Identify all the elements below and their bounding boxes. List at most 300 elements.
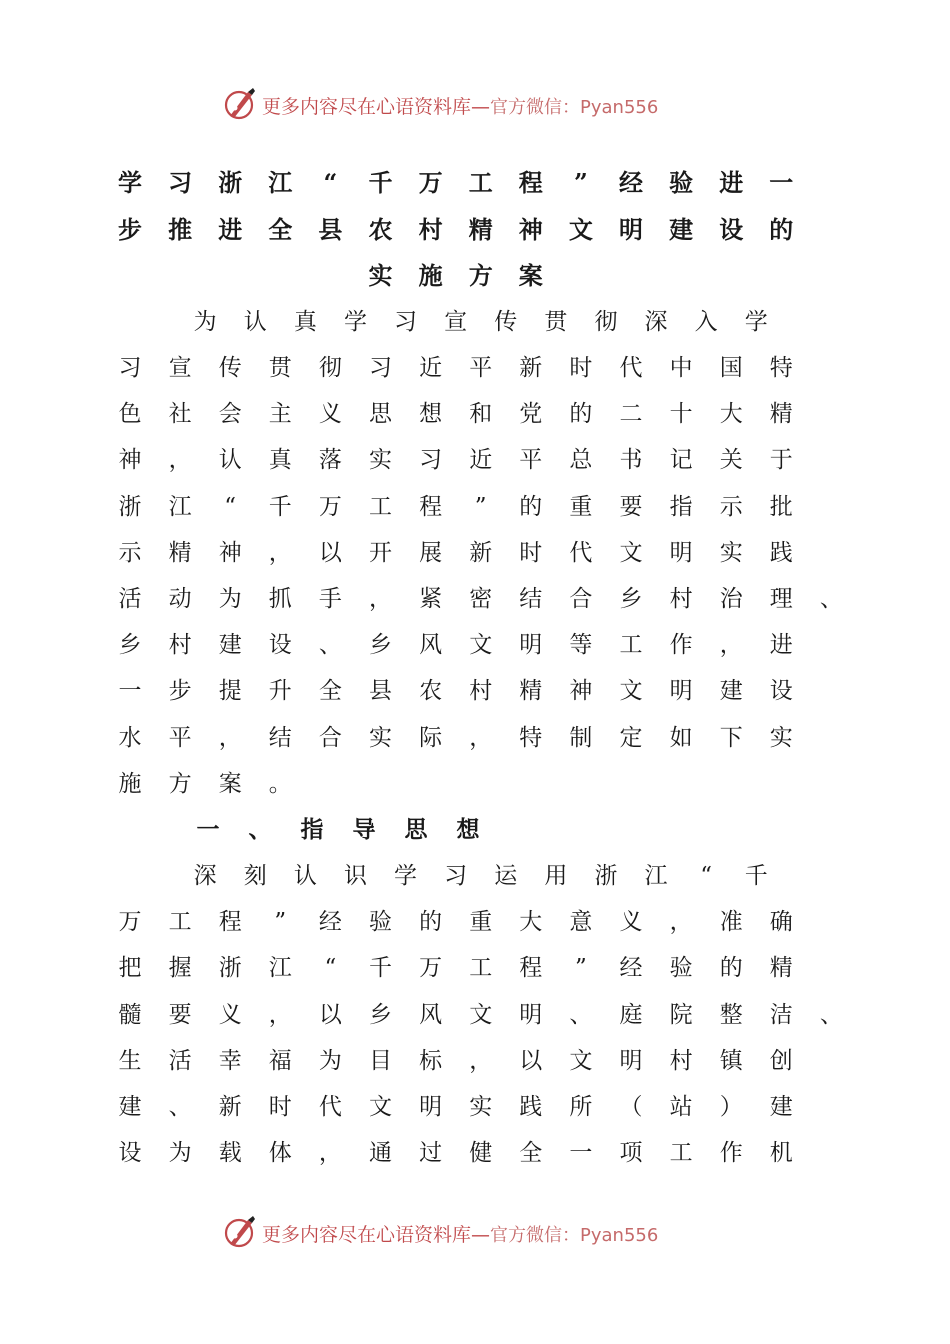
text-char: 项 [619,1140,643,1166]
text-char: “ [700,863,713,889]
text-char: 推 [168,215,193,244]
text-char: 示 [118,540,142,566]
text-char: 进 [719,168,744,197]
text-char: 创 [769,1048,793,1074]
text-char: 深 [644,309,668,335]
text-char: 用 [544,863,568,889]
text-char: 认 [218,447,242,473]
title-line [105,213,825,247]
text-char: 贯 [544,309,568,335]
text-char: 导 [352,816,376,843]
text-char: 准 [719,909,743,935]
text-char: 精 [769,955,793,981]
text-char: 大 [719,401,743,427]
text-char: 等 [569,632,593,658]
text-char: 的 [519,494,543,520]
text-char: （ [619,1094,643,1120]
paragraph-line [105,905,825,939]
banner-brand-text: 更多内容尽在心语资料库 [262,96,472,118]
text-char: 以 [318,540,342,566]
text-char: 国 [719,355,743,381]
text-char: 程 [518,168,543,197]
text-char: 定 [619,725,643,751]
text-char: 所 [569,1094,593,1120]
text-char: 识 [343,863,367,889]
text-char: 动 [168,586,192,612]
text-char: 书 [619,447,643,473]
text-char: 万 [118,909,142,935]
text-char: 传 [218,355,242,381]
text-char: 浙 [218,168,243,197]
text-char: 精 [168,540,192,566]
text-char: 村 [469,678,493,704]
paragraph-line [105,397,825,431]
text-char: 要 [168,1002,192,1028]
text-char: 一 [196,816,220,843]
text-char: 为 [193,309,217,335]
text-char: ， [669,909,693,935]
text-char: 和 [469,401,493,427]
text-char: ” [573,168,588,197]
text-char: 大 [519,909,543,935]
text-char: 结 [519,586,543,612]
text-char: 想 [456,816,480,843]
text-char: 党 [519,401,543,427]
text-char: 村 [669,586,693,612]
text-char: 新 [469,540,493,566]
text-char: 真 [268,447,292,473]
text-char: 全 [519,1140,543,1166]
text-char: ， [369,586,392,612]
text-char: 验 [669,168,694,197]
text-char: 明 [519,632,543,658]
text-char: 实 [369,725,392,751]
text-char: 庭 [619,1002,643,1028]
text-char: ， [318,1140,342,1166]
text-char: 体 [268,1140,292,1166]
text-char: 示 [719,494,743,520]
text-char: 活 [168,1048,192,1074]
text-char: 际 [419,725,443,751]
text-char: 中 [669,355,693,381]
text-char: 批 [769,494,793,520]
text-char: 要 [619,494,643,520]
text-char: 的 [419,909,443,935]
text-char: 江 [168,494,192,520]
text-char: 设 [268,632,292,658]
text-char: 时 [519,540,543,566]
text-char: 习 [444,863,468,889]
text-char: 、 [248,816,272,843]
text-char: 宣 [168,355,192,381]
text-char: 代 [619,355,643,381]
text-char: 贯 [268,355,292,381]
text-char: 工 [168,909,192,935]
text-char: 乡 [619,586,643,612]
text-char: 明 [669,540,693,566]
text-char: 二 [619,401,643,427]
text-char: 代 [318,1094,342,1120]
text-char: 实 [769,725,793,751]
text-char: 想 [419,401,443,427]
text-char: 学 [343,309,367,335]
paragraph-line [105,1090,825,1124]
text-char: 一 [569,1140,593,1166]
text-char: 明 [519,1002,543,1028]
text-char: 文 [569,1048,593,1074]
text-char: “ [324,955,337,981]
text-char: 文 [568,215,593,244]
text-char: ） [719,1094,743,1120]
text-char: 习 [118,355,142,381]
text-char: 步 [118,215,142,244]
text-char: 步 [168,678,192,704]
text-char: 为 [168,1140,192,1166]
text-char: 神 [218,540,242,566]
text-char: 指 [300,816,324,843]
text-char: ， [469,725,493,751]
text-char: 入 [694,309,718,335]
text-char: 经 [318,909,342,935]
text-char: 抓 [268,586,292,612]
text-char: 村 [418,215,443,244]
text-char: 县 [318,215,343,244]
text-char: 于 [769,447,793,473]
text-char: 农 [419,678,443,704]
text-char: 站 [669,1094,693,1120]
text-char: 义 [318,401,342,427]
text-char: 实 [369,447,392,473]
text-char: 习 [419,447,443,473]
title-line [105,166,825,200]
text-char: 健 [469,1140,493,1166]
text-char: 制 [569,725,593,751]
text-char: 经 [619,955,643,981]
text-char: 一 [769,168,794,197]
text-char: 新 [519,355,543,381]
text-char: 神 [518,215,543,244]
quill-logo-icon [222,86,258,122]
text-char: 文 [469,1002,493,1028]
text-char: 特 [519,725,543,751]
paragraph-line [105,490,825,524]
text-char: 握 [168,955,192,981]
text-char: 合 [569,586,593,612]
footer-watermark-banner [0,1212,950,1252]
text-char: 经 [619,168,643,197]
text-char: 明 [619,1048,643,1074]
text-char: 风 [419,1002,443,1028]
banner-separator: — [471,1224,491,1246]
text-char: 万 [419,955,443,981]
text-char: 把 [118,955,142,981]
text-char: 文 [619,678,643,704]
text-char: 浙 [118,494,142,520]
text-char: 万 [418,168,443,197]
paragraph-line [105,1136,825,1170]
text-char: 程 [218,909,242,935]
text-char: 村 [168,632,192,658]
text-char: 提 [218,678,242,704]
text-char: 文 [469,632,493,658]
text-char: 主 [268,401,292,427]
text-char: 的 [569,401,593,427]
text-char: 下 [719,725,743,751]
text-char: 江 [268,955,292,981]
text-char: 关 [719,447,743,473]
text-char: 标 [419,1048,443,1074]
text-char: 特 [769,355,793,381]
text-char: 设 [719,215,744,244]
text-char: 院 [669,1002,693,1028]
text-char: 精 [468,215,493,244]
text-char: 、 [168,1094,192,1120]
text-char: 县 [369,678,392,704]
text-char: 设 [769,678,793,704]
text-char: 展 [419,540,443,566]
text-char: 活 [118,586,142,612]
text-char: 实 [469,1094,493,1120]
text-char: 建 [118,1094,142,1120]
text-char: 文 [369,1094,392,1120]
text-char: 设 [118,1140,142,1166]
text-char: 近 [419,355,443,381]
text-char: 目 [369,1048,392,1074]
text-char: 社 [168,401,192,427]
text-char: 作 [719,1140,743,1166]
paragraph-line [105,443,825,477]
text-char: 施 [118,771,142,797]
text-char: ” [474,494,487,520]
text-char: 结 [268,725,292,751]
text-char: 治 [719,586,743,612]
text-char: 刻 [243,863,267,889]
text-char: 思 [369,401,392,427]
text-char: 通 [369,1140,392,1166]
banner-brand-text: 更多内容尽在心语资料库 [262,1224,472,1246]
text-char: 义 [218,1002,242,1028]
text-char: 近 [469,447,493,473]
text-char: 总 [569,447,593,473]
text-char: 学 [394,863,418,889]
text-char: 为 [218,586,242,612]
text-char: 程 [419,494,443,520]
text-char: 传 [494,309,518,335]
text-char: 会 [218,401,242,427]
text-char: 密 [469,586,493,612]
text-char: ， [268,1002,292,1028]
text-char: 运 [494,863,518,889]
text-char: 时 [569,355,593,381]
text-char: 十 [669,401,693,427]
text-char: “ [224,494,237,520]
text-char: ， [719,632,743,658]
paragraph-line [105,674,825,708]
paragraph-line [105,536,825,570]
text-char: 义 [619,909,643,935]
text-char: ， [469,1048,493,1074]
text-char: 记 [669,447,693,473]
text-char: ， [168,447,192,473]
text-char: 建 [218,632,242,658]
title-line [105,259,825,293]
text-char: 工 [468,168,493,197]
text-char: 平 [469,355,493,381]
text-char: 落 [318,447,342,473]
text-char: 机 [769,1140,793,1166]
text-char: 认 [243,309,267,335]
text-char: 习 [394,309,418,335]
text-char: 村 [669,1048,693,1074]
text-char: 习 [168,168,193,197]
text-char: 建 [769,1094,793,1120]
text-char: 浙 [594,863,618,889]
text-char: 平 [519,447,543,473]
text-char: 指 [669,494,693,520]
text-char: 时 [268,1094,292,1120]
text-char: 学 [118,168,142,197]
text-char: 真 [293,309,317,335]
text-char: 髓 [118,1002,142,1028]
text-char: 彻 [594,309,618,335]
text-char: 工 [619,632,643,658]
text-char: 升 [268,678,292,704]
text-char: 千 [368,168,393,197]
paragraph-line [105,582,843,616]
text-char: 理 [769,586,793,612]
text-char: 乡 [369,1002,392,1028]
text-char: 乡 [118,632,142,658]
text-char: 生 [118,1048,142,1074]
text-char: 手 [318,586,342,612]
text-char: 水 [118,725,142,751]
text-char: 认 [293,863,317,889]
text-char: 浙 [218,955,242,981]
text-char: ” [575,955,587,981]
text-char: 全 [318,678,342,704]
text-char: ， [268,540,292,566]
text-char: 千 [369,955,392,981]
text-char: 平 [168,725,192,751]
paragraph-line [105,628,825,662]
text-char: 过 [419,1140,443,1166]
text-char: 风 [419,632,443,658]
text-char: 精 [519,678,543,704]
text-char: 。 [268,771,292,797]
text-char: 思 [404,816,428,843]
text-char: 精 [769,401,793,427]
text-char: 幸 [218,1048,242,1074]
text-char: 文 [619,540,643,566]
text-char: 宣 [444,309,468,335]
banner-contact-text: 官方微信：Pyan556 [490,97,659,118]
text-char: 学 [744,309,768,335]
text-char: 镇 [719,1048,743,1074]
text-char: 洁 [769,1002,793,1028]
text-char: ” [274,909,287,935]
text-char: 色 [118,401,142,427]
text-char: 、 [318,632,342,658]
text-char: 千 [744,863,768,889]
text-char: 工 [669,1140,693,1166]
paragraph-line [105,1044,825,1078]
text-char: 全 [268,215,293,244]
text-char: 方 [168,771,192,797]
text-char: 整 [719,1002,743,1028]
text-char: 神 [118,447,142,473]
text-char: 深 [193,863,217,889]
text-char: 紧 [419,586,443,612]
banner-contact-text: 官方微信：Pyan556 [490,1225,659,1246]
header-watermark-banner [0,84,950,124]
text-char: “ [323,168,338,197]
text-char: 案 [518,261,543,290]
text-char: 作 [669,632,693,658]
text-char: 重 [469,909,493,935]
text-char: 新 [218,1094,242,1120]
text-char: 明 [619,215,643,244]
text-char: 实 [719,540,743,566]
text-char: 工 [469,955,493,981]
text-char: 以 [519,1048,543,1074]
text-char: 万 [318,494,342,520]
text-char: 工 [369,494,392,520]
text-char: 践 [769,540,793,566]
text-char: 习 [369,355,392,381]
paragraph-line [105,721,825,755]
text-char: 的 [719,955,743,981]
text-char: 明 [419,1094,443,1120]
text-char: 一 [118,678,142,704]
text-char: 重 [569,494,593,520]
paragraph-line [105,351,825,385]
text-char: 确 [769,909,793,935]
text-char: 验 [669,955,693,981]
text-char: 农 [368,215,393,244]
text-char: 进 [218,215,243,244]
text-char: 江 [644,863,668,889]
text-char: 代 [569,540,593,566]
text-char: 彻 [318,355,342,381]
text-char: 程 [519,955,543,981]
text-char: ， [218,725,242,751]
text-char: 千 [268,494,292,520]
text-char: 如 [669,725,693,751]
text-char: 以 [318,1002,342,1028]
text-char: 践 [519,1094,543,1120]
text-char: 明 [669,678,693,704]
text-char: 进 [769,632,793,658]
text-char: 乡 [369,632,392,658]
text-char: 合 [318,725,342,751]
paragraph-line [105,305,825,339]
text-char: 神 [569,678,593,704]
paragraph-line [105,767,825,801]
text-char: 、 [569,1002,593,1028]
paragraph-line [105,951,825,985]
text-char: 的 [769,215,794,244]
text-char: 建 [669,215,694,244]
text-char: 方 [468,261,493,290]
text-char: 建 [719,678,743,704]
banner-separator: — [471,96,491,118]
paragraph-line [105,998,843,1032]
text-char: 为 [318,1048,342,1074]
quill-logo-icon [222,1214,258,1250]
text-char: 实 [368,261,393,290]
text-char: 江 [268,168,293,197]
text-char: 施 [418,261,443,290]
